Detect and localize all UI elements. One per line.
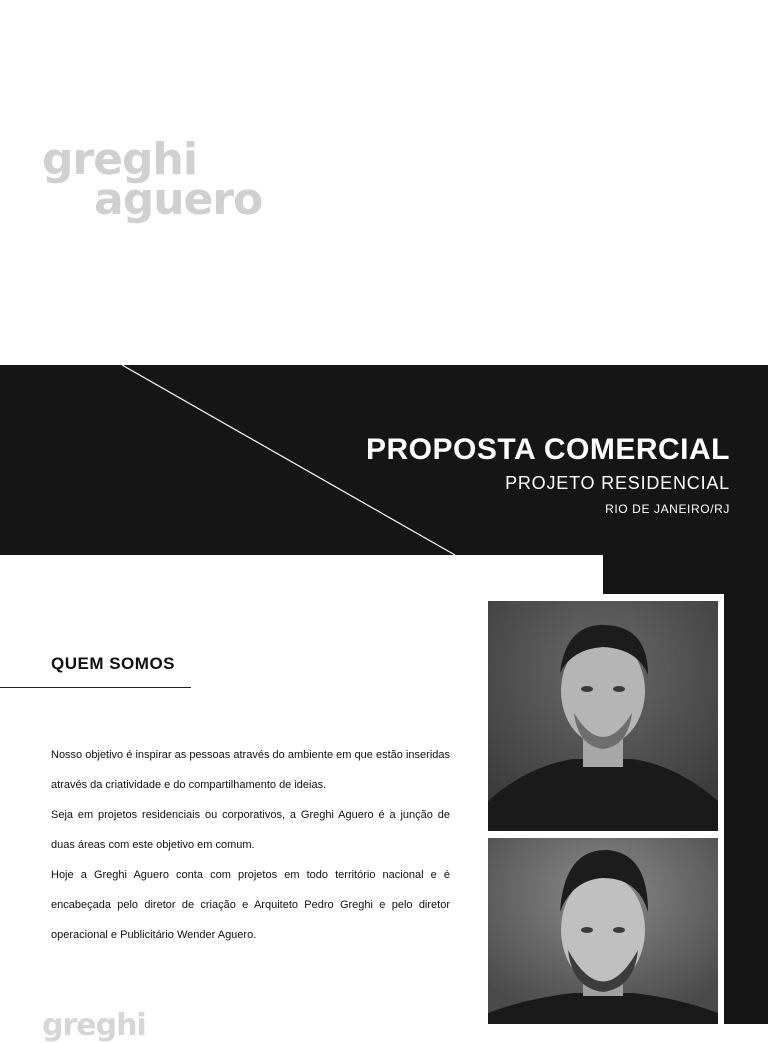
logo-line-1: greghi — [42, 134, 197, 185]
document-title: PROPOSTA COMERCIAL — [365, 433, 730, 466]
paragraph-3: Hoje a Greghi Aguero conta com projetos em todo território nacional e é encabeçada pelo diretor de criação e Arquiteto Pedro Greghi e pelo diretor operacional e Publicitário Wender Aguero. — [51, 869, 450, 941]
section-body — [51, 740, 450, 950]
portrait-photo-2 — [488, 838, 718, 1024]
title-block — [366, 432, 730, 518]
section-title: QUEM SOMOS — [51, 654, 176, 673]
paragraph-2: Seja em projetos residenciais ou corporativos, a Greghi Aguero é a junção de duas áreas com este objetivo em comum. — [51, 809, 450, 851]
section-divider — [0, 687, 191, 688]
footer-logo: greghi — [42, 1008, 146, 1043]
portrait-photo-1 — [488, 601, 718, 831]
paragraph-1: Nosso objetivo é inspirar as pessoas através do ambiente em que estão inseridas através da criatividade e do compartilhamento de ideias. — [51, 749, 450, 791]
logo-line-2: aguero — [94, 174, 263, 225]
document-location: RIO DE JANEIRO/RJ — [605, 502, 730, 516]
document-subtitle: PROJETO RESIDENCIAL — [505, 473, 730, 493]
brand-logo — [42, 134, 263, 225]
